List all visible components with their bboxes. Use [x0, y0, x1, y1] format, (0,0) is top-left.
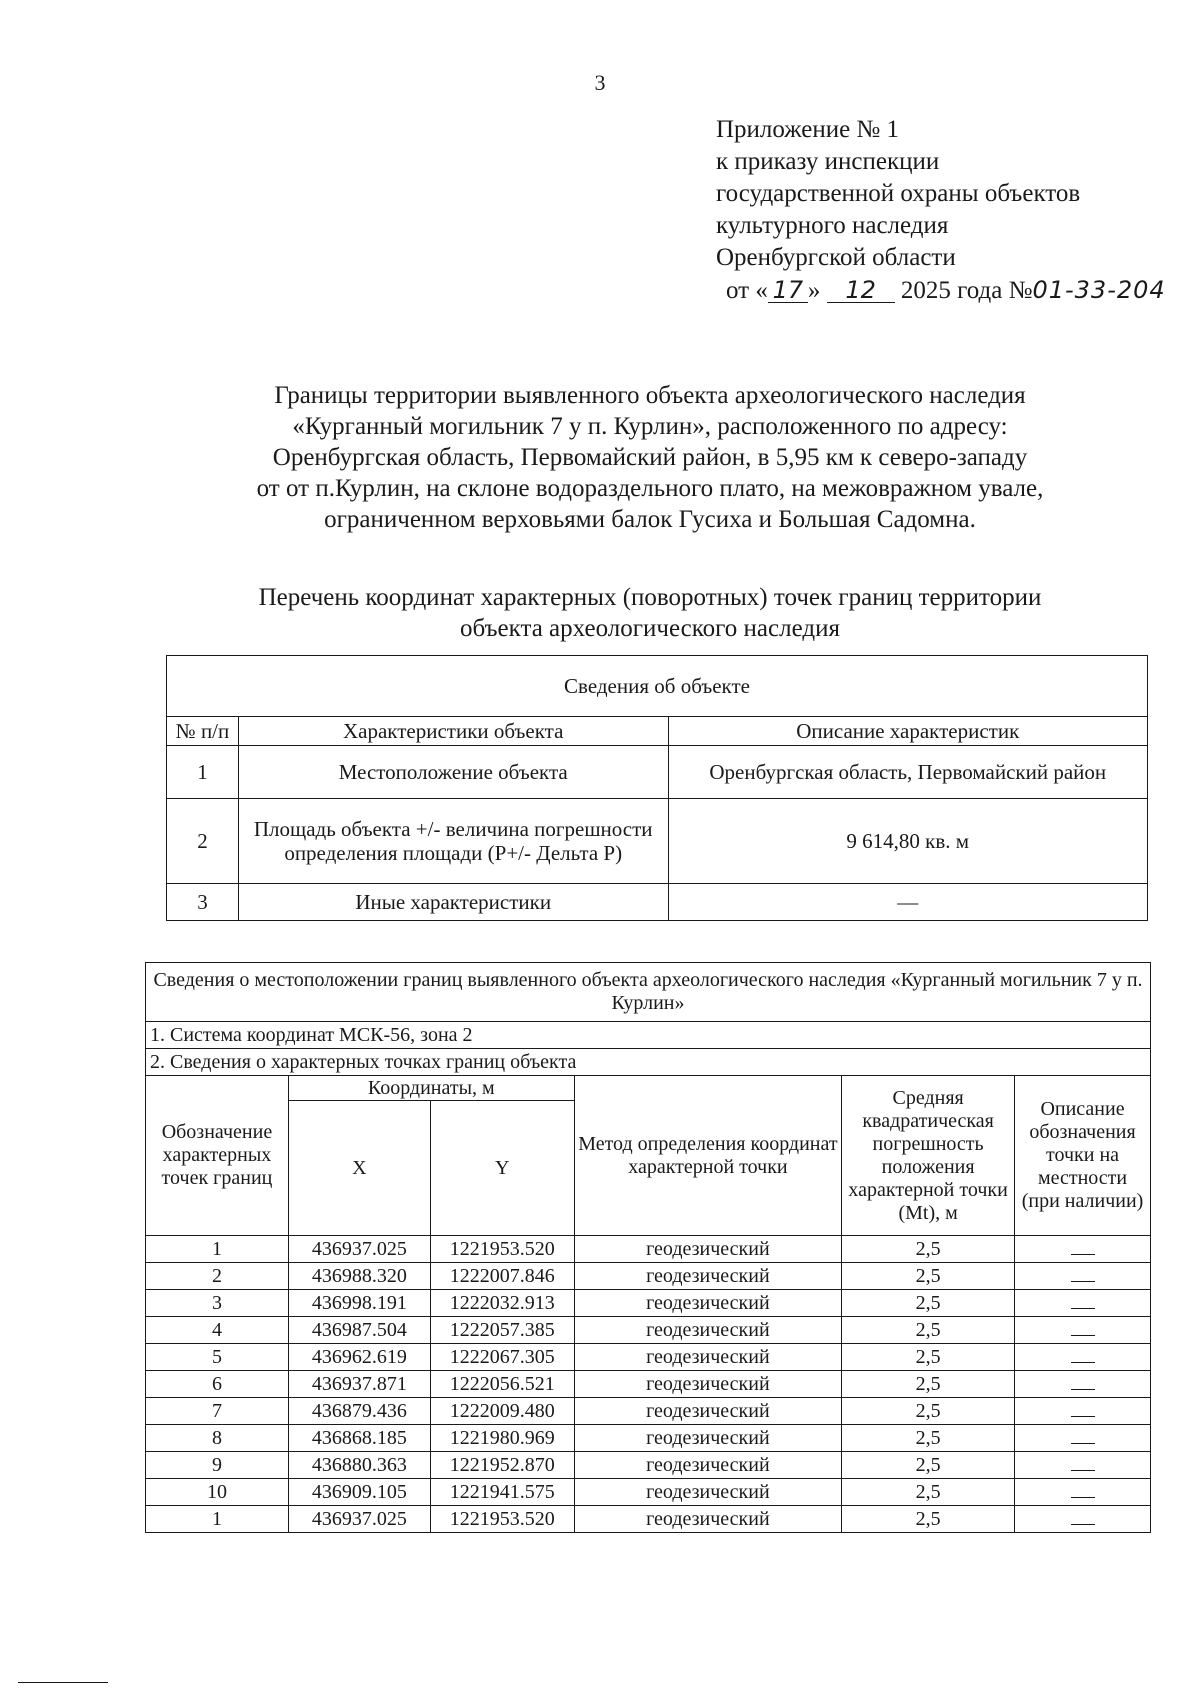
object-info-table: [166, 655, 1148, 921]
point-x: 436998.191: [288, 1290, 430, 1317]
table1-cell-char: Площадь объекта +/- величина погрешности определения площади (Р+/- Дельта Р): [238, 799, 668, 884]
point-description-empty: [1015, 1290, 1151, 1317]
appendix-line: к приказу инспекции: [716, 148, 940, 175]
table-row: [146, 1452, 1151, 1479]
dash-mark: [1071, 1458, 1095, 1471]
appendix-date-line: [726, 274, 1166, 307]
table-row: [146, 1371, 1151, 1398]
point-number: 4: [146, 1317, 289, 1344]
point-number: 5: [146, 1344, 289, 1371]
table2-title: Сведения о местоположении границ выявленного объекта археологического наследия «Курганный могильник 7 у п. Курлин»: [146, 963, 1151, 1022]
appendix-block: [716, 114, 1166, 307]
point-x: 436987.504: [288, 1317, 430, 1344]
date-year-label: 2025 года №: [900, 277, 1033, 304]
heading-line: Оренбургская область, Первомайский район, в 5,95 км к северо-западу: [272, 444, 1028, 471]
point-x: 436937.025: [288, 1506, 430, 1533]
appendix-title: Приложение № 1: [716, 116, 900, 143]
dash-mark: [1071, 1296, 1095, 1309]
point-mt: 2,5: [842, 1371, 1015, 1398]
dash-mark: [1071, 1269, 1095, 1282]
point-y: 1221941.575: [430, 1479, 574, 1506]
point-method: геодезический: [574, 1290, 842, 1317]
table-row: [146, 1479, 1151, 1506]
point-method: геодезический: [574, 1506, 842, 1533]
point-x: 436937.025: [288, 1236, 430, 1263]
table2-col-designation: Обозначение характерных точек границ: [146, 1076, 289, 1236]
table1-cell-num: 3: [167, 884, 239, 921]
table1-cell-char: Иные характеристики: [238, 884, 668, 921]
point-number: 8: [146, 1425, 289, 1452]
point-mt: 2,5: [842, 1452, 1015, 1479]
point-number: 7: [146, 1398, 289, 1425]
table2-col-y: Y: [430, 1101, 574, 1236]
point-mt: 2,5: [842, 1236, 1015, 1263]
table-row: [146, 1236, 1151, 1263]
point-mt: 2,5: [842, 1290, 1015, 1317]
point-description-empty: [1015, 1371, 1151, 1398]
table-row: [167, 799, 1148, 884]
date-day-handwritten: 17: [768, 278, 808, 303]
point-description-empty: [1015, 1506, 1151, 1533]
point-description-empty: [1015, 1236, 1151, 1263]
appendix-line: культурного наследия: [716, 212, 949, 239]
point-method: геодезический: [574, 1425, 842, 1452]
point-x: 436909.105: [288, 1479, 430, 1506]
heading-line: ограниченном верховьями балок Гусиха и Большая Садомна.: [324, 506, 976, 533]
point-y: 1222032.913: [430, 1290, 574, 1317]
table-row: [146, 1425, 1151, 1452]
table2-col-description: Описание обозначения точки на местности (при наличии): [1015, 1076, 1151, 1236]
heading-line: Границы территории выявленного объекта археологического наследия: [274, 382, 1026, 409]
point-method: геодезический: [574, 1263, 842, 1290]
table-row: [146, 1263, 1151, 1290]
point-number: 6: [146, 1371, 289, 1398]
point-x: 436988.320: [288, 1263, 430, 1290]
point-y: 1222009.480: [430, 1398, 574, 1425]
dash-mark: [1071, 1323, 1095, 1336]
point-method: геодезический: [574, 1398, 842, 1425]
point-y: 1221953.520: [430, 1506, 574, 1533]
table1-cell-desc: —: [668, 884, 1148, 921]
point-mt: 2,5: [842, 1317, 1015, 1344]
table-row: [146, 1290, 1151, 1317]
point-x: 436868.185: [288, 1425, 430, 1452]
table-row: [167, 884, 1148, 921]
heading-line: «Курганный могильник 7 у п. Курлин», расположенного по адресу:: [292, 413, 1008, 440]
table2-col-error: Средняя квадратическая погрешность положения характерной точки (Mt), м: [842, 1076, 1015, 1236]
point-number: 1: [146, 1236, 289, 1263]
point-y: 1222057.385: [430, 1317, 574, 1344]
point-method: геодезический: [574, 1344, 842, 1371]
point-number: 3: [146, 1290, 289, 1317]
table2-col-coords: Координаты, м: [288, 1076, 574, 1101]
point-y: 1222067.305: [430, 1344, 574, 1371]
point-method: геодезический: [574, 1371, 842, 1398]
point-x: 436879.436: [288, 1398, 430, 1425]
document-heading: [150, 380, 1150, 535]
subheading-line: объекта археологического наследия: [460, 615, 840, 642]
point-method: геодезический: [574, 1236, 842, 1263]
appendix-line: государственной охраны объектов: [716, 180, 1081, 207]
point-mt: 2,5: [842, 1506, 1015, 1533]
point-method: геодезический: [574, 1452, 842, 1479]
dash-mark: [1071, 1512, 1095, 1525]
document-subheading: [150, 582, 1150, 644]
point-number: 9: [146, 1452, 289, 1479]
subheading-line: Перечень координат характерных (поворотных) точек границ территории: [258, 584, 1042, 611]
table1-cell-desc: 9 614,80 кв. м: [668, 799, 1148, 884]
date-quote-close: »: [807, 277, 821, 304]
footer-divider: [18, 1682, 108, 1683]
point-description-empty: [1015, 1398, 1151, 1425]
table2-points-header: 2. Сведения о характерных точках границ объекта: [146, 1049, 1151, 1076]
point-method: геодезический: [574, 1479, 842, 1506]
point-y: 1221952.870: [430, 1452, 574, 1479]
table1-header-desc: Описание характеристик: [668, 717, 1148, 746]
table-row: [167, 746, 1148, 799]
point-mt: 2,5: [842, 1344, 1015, 1371]
point-x: 436880.363: [288, 1452, 430, 1479]
table-row: [146, 1344, 1151, 1371]
point-description-empty: [1015, 1479, 1151, 1506]
table1-cell-desc: Оренбургская область, Первомайский район: [668, 746, 1148, 799]
point-description-empty: [1015, 1452, 1151, 1479]
point-description-empty: [1015, 1425, 1151, 1452]
point-mt: 2,5: [842, 1263, 1015, 1290]
point-description-empty: [1015, 1317, 1151, 1344]
point-y: 1222056.521: [430, 1371, 574, 1398]
table2-col-method: Метод определения координат характерной точки: [574, 1076, 842, 1236]
heading-line: от от п.Курлин, на склоне водораздельного плато, на межовражном увале,: [256, 475, 1044, 502]
date-from-label: от «: [726, 277, 768, 304]
dash-mark: [1071, 1404, 1095, 1417]
point-y: 1221980.969: [430, 1425, 574, 1452]
table1-cell-num: 1: [167, 746, 239, 799]
point-mt: 2,5: [842, 1398, 1015, 1425]
table2-coordinate-system: 1. Система координат МСК-56, зона 2: [146, 1022, 1151, 1049]
date-month-handwritten: 12: [827, 278, 895, 303]
point-method: геодезический: [574, 1317, 842, 1344]
point-y: 1222007.846: [430, 1263, 574, 1290]
dash-mark: [1071, 1377, 1095, 1390]
point-y: 1221953.520: [430, 1236, 574, 1263]
table-row: [146, 1506, 1151, 1533]
point-description-empty: [1015, 1263, 1151, 1290]
table-row: [146, 1317, 1151, 1344]
dash-mark: [1071, 1242, 1095, 1255]
point-x: 436937.871: [288, 1371, 430, 1398]
point-number: 10: [146, 1479, 289, 1506]
table1-header-num: № п/п: [167, 717, 239, 746]
table-row: [146, 1398, 1151, 1425]
dash-mark: [1071, 1431, 1095, 1444]
appendix-line: Оренбургской области: [716, 244, 956, 271]
table1-cell-num: 2: [167, 799, 239, 884]
table2-col-x: X: [288, 1101, 430, 1236]
table1-title: Сведения об объекте: [167, 656, 1148, 717]
page-number: 3: [594, 70, 606, 95]
point-number: 2: [146, 1263, 289, 1290]
point-mt: 2,5: [842, 1425, 1015, 1452]
dash-mark: [1071, 1485, 1095, 1498]
table1-cell-char: Местоположение объекта: [238, 746, 668, 799]
point-x: 436962.619: [288, 1344, 430, 1371]
order-number-handwritten: 01-33-204: [1032, 276, 1166, 304]
point-mt: 2,5: [842, 1479, 1015, 1506]
table1-header-char: Характеристики объекта: [238, 717, 668, 746]
dash-mark: [1071, 1350, 1095, 1363]
point-number: 1: [146, 1506, 289, 1533]
point-description-empty: [1015, 1344, 1151, 1371]
boundary-points-table: [145, 962, 1151, 1533]
